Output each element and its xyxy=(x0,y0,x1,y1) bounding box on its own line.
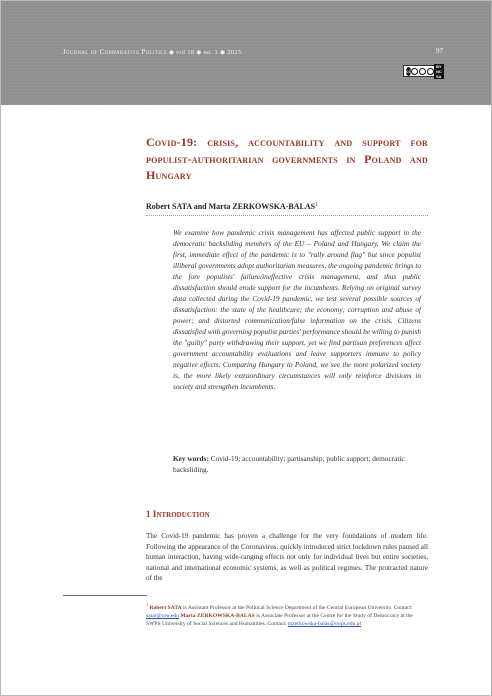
title-divider xyxy=(146,215,428,216)
creative-commons-license-badge[interactable] xyxy=(403,65,443,77)
keywords-list: Covid-19; accountability; partisanship; public support; democratic backsliding. xyxy=(173,454,405,474)
footnote-author1-text: is Assistant Professor at the Political Science Department of the Central European University. Contact: xyxy=(183,604,413,611)
footnote-mark: 1 xyxy=(146,602,148,607)
section-heading xyxy=(146,509,210,520)
article-title: Covid-19: crisis, accountability and support for populist-authoritarian governments in Poland and Hungary xyxy=(146,135,428,182)
cc-icon: cc xyxy=(406,68,412,74)
article-authors xyxy=(146,202,428,211)
abstract: We examine how pandemic crisis management has affected public support in the democratic backsliding members of the EU – Poland and Hungary. We claim the first, immediate effect of the pandemic is to "rally around flag" but since populist illiberal governments adopt authoritarian measures, the ongoing pandemic brings to the fore populists' failure/ineffective crisis management, and thus public dissatisfaction should erode support for the incumbents. Relying on original survey data collected during the Covid-19 pandemic, we test several possible sources of dissatisfaction: the state of the healthcare; the economy; corruption and abuse of power; and distorted communication/false information on the crisis. Citizens dissatisfied with governing populist parties' performance should be willing to punish the "guilty" party withdrawing their support, yet we find partisan preferences affect government accountability evaluations and leave supporters immune to policy negative effects. Comparing Hungary to Poland, we see the more polarized society is, the more likely extraordinary circumstances will only reinforce divisions in society and strengthen incumbents. xyxy=(173,228,421,391)
journal-header-band xyxy=(1,1,491,105)
sharealike-icon xyxy=(427,68,434,75)
page-number: 97 xyxy=(436,47,443,55)
footnote-author2-email[interactable]: mzerkowska-balas@swps.edu.pl xyxy=(287,620,362,627)
footnote-author2-name: Marta ZERKOWSKA-BALAS xyxy=(180,612,255,619)
journal-issue: ◆ vol 18 ◆ no. 1 ◆ 2025 xyxy=(168,49,242,56)
keywords-label: Key words: xyxy=(173,454,209,463)
author-names: Robert SATA and Marta ZERKOWSKA-BALAS xyxy=(146,202,316,211)
attribution-icon xyxy=(411,68,418,75)
footnote-author1-email[interactable]: satar@ceu.edu xyxy=(146,612,179,619)
section-number: 1 xyxy=(146,509,151,519)
footnote-author2-text: is Associate Professor at the Centre for the Study of Democracy at the SWPS University of Social Sciences and Humanities. Contact: xyxy=(146,612,413,627)
footnote-author1-name: Robert SATA xyxy=(149,604,182,611)
author-footnote xyxy=(146,601,428,628)
section-title: Introduction xyxy=(152,510,210,520)
journal-info xyxy=(63,48,241,56)
introduction-paragraph: The Covid-19 pandemic has proven a challenge for the very foundations of modern life. Following the appearance of the Coronavirus, quickly introduced strict lockdown rules paused all human interaction, having wide-ranging effects not only for individual lives but entire societies, national and international economic systems, as well as political regimes. The protracted nature of the xyxy=(146,532,428,583)
noncommercial-icon xyxy=(419,68,426,75)
author-footnote-mark[interactable]: 1 xyxy=(315,202,318,208)
journal-name: Journal of Comparative Politics xyxy=(63,48,167,56)
license-terms-icons xyxy=(411,68,434,75)
license-band-label: BY NC SA xyxy=(436,63,442,79)
keywords xyxy=(173,453,421,475)
footnote-rule xyxy=(63,595,147,596)
